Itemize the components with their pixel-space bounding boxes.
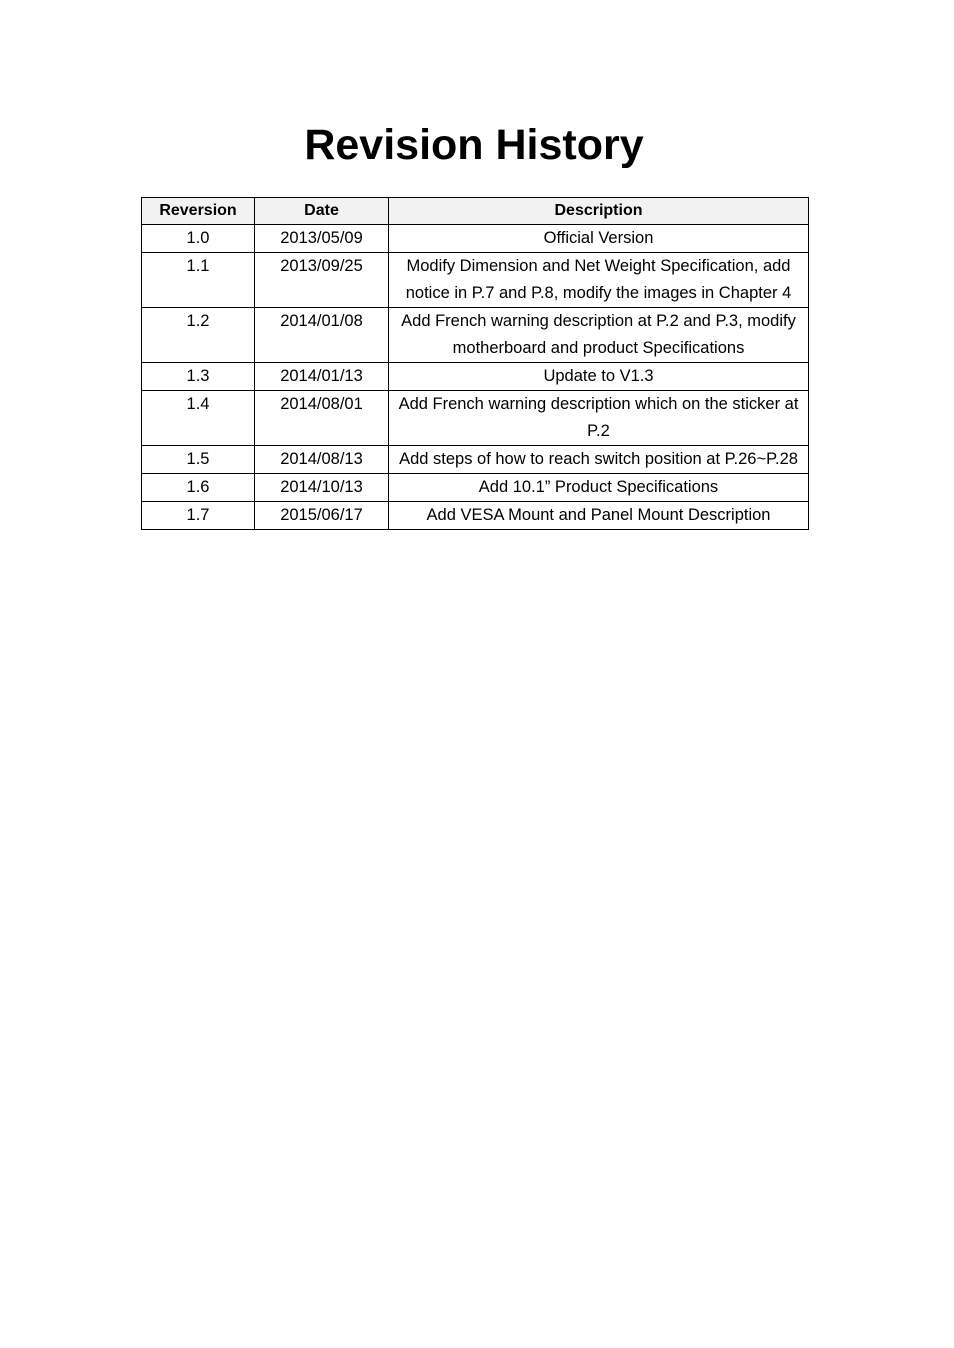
header-date: Date [255, 198, 389, 225]
page-title: Revision History [304, 121, 644, 169]
revision-history-table [141, 197, 809, 530]
description-cell: Add 10.1” Product Specifications [389, 474, 809, 502]
description-cell: Add French warning description at P.2 and P.3, modify motherboard and product Specifications [389, 308, 809, 363]
date-cell: 2014/10/13 [255, 474, 389, 502]
table-header-row [142, 198, 809, 225]
date-cell: 2014/01/13 [255, 363, 389, 391]
description-cell: Modify Dimension and Net Weight Specification, add notice in P.7 and P.8, modify the images in Chapter 4 [389, 253, 809, 308]
revision-cell: 1.2 [142, 308, 255, 363]
revision-cell: 1.3 [142, 363, 255, 391]
revision-cell: 1.4 [142, 391, 255, 446]
table-row [142, 474, 809, 502]
revision-cell: 1.6 [142, 474, 255, 502]
revision-cell: 1.1 [142, 253, 255, 308]
date-cell: 2014/08/13 [255, 446, 389, 474]
table-row [142, 253, 809, 308]
header-description: Description [389, 198, 809, 225]
description-cell: Add French warning description which on the sticker at P.2 [389, 391, 809, 446]
table-row [142, 391, 809, 446]
description-cell: Add VESA Mount and Panel Mount Description [389, 502, 809, 530]
table-row [142, 225, 809, 253]
table-row [142, 446, 809, 474]
revision-cell: 1.5 [142, 446, 255, 474]
date-cell: 2014/08/01 [255, 391, 389, 446]
date-cell: 2013/05/09 [255, 225, 389, 253]
header-revision: Reversion [142, 198, 255, 225]
description-cell: Add steps of how to reach switch position at P.26~P.28 [389, 446, 809, 474]
date-cell: 2014/01/08 [255, 308, 389, 363]
date-cell: 2015/06/17 [255, 502, 389, 530]
date-cell: 2013/09/25 [255, 253, 389, 308]
table-row [142, 502, 809, 530]
description-cell: Update to V1.3 [389, 363, 809, 391]
table-row [142, 308, 809, 363]
revision-cell: 1.7 [142, 502, 255, 530]
table-row [142, 363, 809, 391]
revision-cell: 1.0 [142, 225, 255, 253]
description-cell: Official Version [389, 225, 809, 253]
